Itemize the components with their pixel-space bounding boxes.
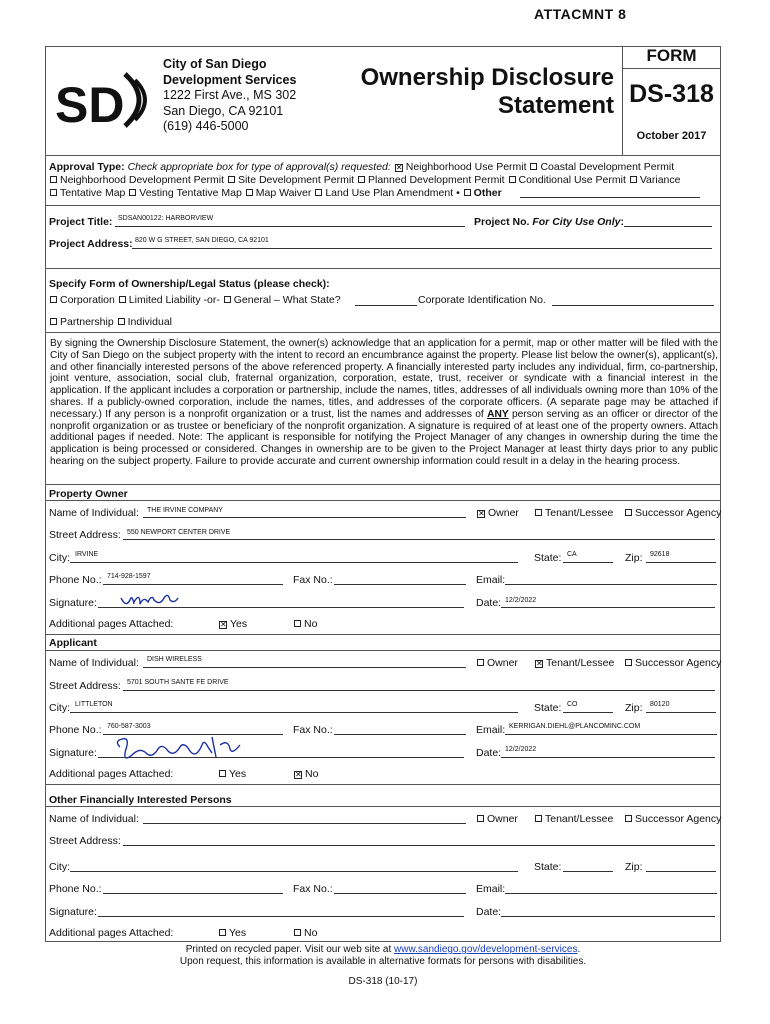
checkbox-successor[interactable] <box>625 659 632 666</box>
other-state-input[interactable] <box>563 871 613 872</box>
pages-no: No <box>293 927 317 940</box>
checkbox-partnership[interactable] <box>50 318 57 325</box>
email-label: Email: <box>476 574 506 586</box>
option-label: Partnership <box>60 316 114 328</box>
applicant-name-input[interactable] <box>143 667 466 668</box>
city-logo <box>55 70 155 135</box>
owner-phone-input[interactable] <box>103 584 283 585</box>
checkbox-neighborhood-development-permit[interactable] <box>50 176 57 183</box>
approval-row3: Tentative Map Vesting Tentative Map Map Waiver Land Use Plan Amendment • Other <box>49 187 502 200</box>
approval-row1 <box>49 161 674 174</box>
applicant-phone-value: 760-587-3003 <box>107 723 151 730</box>
checkbox-land-use-plan-amendment[interactable] <box>315 189 322 196</box>
option-label: Other <box>473 187 502 199</box>
option-label: Tentative Map <box>60 187 126 199</box>
checkbox-successor[interactable] <box>625 815 632 822</box>
checkbox-neighborhood-use-permit[interactable]: ✕ <box>395 163 403 172</box>
applicant-street-value: 5701 SOUTH SANTE FE DRIVE <box>127 679 229 686</box>
role-options: ✕ Owner <box>478 507 519 519</box>
corp-id-input[interactable] <box>552 305 714 306</box>
role-options: Tenant/Lessee <box>534 507 613 520</box>
other-fax-input[interactable] <box>334 893 466 894</box>
role-options: Owner <box>476 813 518 826</box>
applicant-signature-image <box>112 733 252 767</box>
phone-label: Phone No.: <box>49 883 102 895</box>
option-label: Conditional Use Permit <box>518 174 626 186</box>
owner-signature-image <box>118 590 180 612</box>
email-label: Email: <box>476 883 506 895</box>
divider <box>45 634 721 635</box>
checkbox-variance[interactable] <box>630 176 637 183</box>
applicant-state-value: CO <box>567 701 578 708</box>
name-label: Name of Individual: <box>49 657 139 669</box>
city-label: City: <box>49 861 70 873</box>
org-address1: 1222 First Ave., MS 302 <box>163 88 297 102</box>
pages-yes: Yes <box>218 768 246 781</box>
other-city-input[interactable] <box>70 871 518 872</box>
checkbox-tentative-map[interactable] <box>50 189 57 196</box>
other-signature-input[interactable] <box>98 916 464 917</box>
date-label: Date: <box>476 906 502 918</box>
footer-line2: Upon request, this information is available in alternative formats for persons with disabilities. <box>179 956 587 967</box>
other-input[interactable] <box>520 197 700 198</box>
pages-yes: Yes <box>218 927 246 940</box>
owner-state-input[interactable] <box>563 562 613 563</box>
other-name-input[interactable] <box>143 823 466 824</box>
other-phone-input[interactable] <box>103 893 283 894</box>
corp-id-label: Corporate Identification No. <box>418 294 546 306</box>
org-block <box>163 57 296 135</box>
project-title-input[interactable] <box>115 226 465 227</box>
zip-label: Zip: <box>625 861 643 873</box>
option-label: Land Use Plan Amendment <box>325 187 454 199</box>
role-options: Tenant/Lessee <box>534 813 613 826</box>
checkbox-pages-yes[interactable]: ✕ <box>220 620 227 629</box>
checkbox-tenant[interactable] <box>535 509 542 516</box>
owner-street-value: 550 NEWPORT CENTER DRIVE <box>127 529 231 536</box>
owner-name-value: THE IRVINE COMPANY <box>147 507 223 514</box>
applicant-zip-input[interactable] <box>646 712 716 713</box>
title-line2: Statement <box>497 92 614 119</box>
applicant-date-input[interactable] <box>501 757 715 758</box>
checkbox-pages-yes[interactable] <box>219 929 226 936</box>
role-options: Successor Agency <box>624 813 721 826</box>
divider <box>45 806 721 807</box>
pages-no: No <box>293 618 317 631</box>
pages-label: Additional pages Attached: <box>49 768 174 780</box>
project-address-value: 820 W G STREET, SAN DIEGO, CA 92101 <box>135 237 269 244</box>
checkbox-coastal-development-permit[interactable] <box>530 163 537 170</box>
divider <box>45 332 721 333</box>
checkbox-pages-no[interactable] <box>294 620 301 627</box>
zip-label: Zip: <box>625 702 643 714</box>
name-label: Name of Individual: <box>49 813 139 825</box>
website-link[interactable]: www.sandiego.gov/development-services <box>394 944 578 955</box>
title-line1: Ownership Disclosure <box>360 64 614 91</box>
role-options: Successor Agency <box>624 657 721 670</box>
form-code: DS-318 (10-17) <box>348 976 418 987</box>
fax-label: Fax No.: <box>293 574 333 586</box>
applicant-email-value: KERRIGAN.DIEHL@PLANCOMINC.COM <box>509 723 641 730</box>
other-email-input[interactable] <box>505 893 717 894</box>
owner-date-value: 12/2/2022 <box>505 597 537 604</box>
state-label: State: <box>534 861 562 873</box>
logo-text: SD <box>55 77 125 130</box>
footer-line1: Printed on recycled paper. Visit our web site at www.sandiego.gov/development-services. <box>185 944 581 955</box>
org-dept: Development Services <box>163 72 297 87</box>
owner-state-value: CA <box>567 551 577 558</box>
divider <box>45 268 721 269</box>
street-label: Street Address: <box>49 835 121 847</box>
owner-name-input[interactable] <box>143 517 466 518</box>
project-title-label: Project Title: <box>49 216 113 228</box>
date-label: Date: <box>476 747 502 759</box>
state-label: State: <box>534 552 562 564</box>
applicant-zip-value: 80120 <box>650 701 670 708</box>
date-label: Date: <box>476 597 502 609</box>
option-label: Variance <box>639 174 681 186</box>
org-address2: San Diego, CA 92101 <box>163 103 284 118</box>
owner-city-value: IRVINE <box>75 551 99 558</box>
org-name: City of San Diego <box>163 57 267 71</box>
divider <box>45 784 721 785</box>
form-title <box>318 64 614 120</box>
street-label: Street Address: <box>49 529 121 541</box>
ownership-row1 <box>49 294 341 307</box>
option-label: Individual <box>127 316 172 328</box>
signature-label: Signature: <box>49 906 97 918</box>
role-options: Owner <box>476 657 518 670</box>
pages-no: ✕ No <box>295 768 319 780</box>
option-label: Planned Development Permit <box>368 174 505 186</box>
project-number-input[interactable] <box>624 226 712 227</box>
option-label: Neighborhood Development Permit <box>60 174 225 186</box>
role-options: Successor Agency <box>624 507 721 520</box>
attachment-label: ATTACMNT 8 <box>534 6 627 22</box>
ownership-row2 <box>49 316 172 329</box>
signature-label: Signature: <box>49 747 97 759</box>
project-number-label: Project No. For City Use Only: <box>474 216 624 228</box>
project-address-label: Project Address: <box>49 238 133 250</box>
applicant-street-input[interactable] <box>123 690 715 691</box>
owner-street-input[interactable] <box>123 539 715 540</box>
approval-instruction: Check appropriate box for type of approval(s) requested: <box>127 161 391 173</box>
applicant-name-value: DISH WIRELESS <box>147 656 202 663</box>
checkbox-vesting-tentative-map[interactable] <box>129 189 136 196</box>
pages-label: Additional pages Attached: <box>49 927 174 939</box>
checkbox-successor[interactable] <box>625 509 632 516</box>
owner-zip-value: 92618 <box>650 551 670 558</box>
state-label: State: <box>534 702 562 714</box>
checkbox-owner[interactable] <box>477 815 484 822</box>
owner-city-input[interactable] <box>70 562 518 563</box>
phone-label: Phone No.: <box>49 574 102 586</box>
zip-label: Zip: <box>625 552 643 564</box>
checkbox-corporation[interactable] <box>50 296 57 303</box>
divider <box>45 650 721 651</box>
applicant-date-value: 12/2/2022 <box>505 746 537 753</box>
owner-phone-value: 714-928-1597 <box>107 573 151 580</box>
form-date: October 2017 <box>636 130 707 142</box>
other-date-input[interactable] <box>501 916 715 917</box>
city-label: City: <box>49 702 70 714</box>
checkbox-tenant[interactable]: ✕ <box>536 659 543 668</box>
phone-label: Phone No.: <box>49 724 102 736</box>
form-label: FORM <box>646 46 697 65</box>
checkbox-pages-no[interactable]: ✕ <box>295 770 302 779</box>
approval-label: Approval Type: <box>49 161 125 173</box>
option-label: Map Waiver <box>255 187 312 199</box>
checkbox-conditional-use-permit[interactable] <box>509 176 516 183</box>
project-address-input[interactable] <box>132 248 712 249</box>
name-label: Name of Individual: <box>49 507 139 519</box>
option-label: General – What State? <box>233 294 341 306</box>
applicant-fax-input[interactable] <box>334 734 466 735</box>
checkbox-pages-no[interactable] <box>294 929 301 936</box>
checkbox-owner[interactable]: ✕ <box>478 509 485 518</box>
state-input[interactable] <box>355 305 417 306</box>
owner-date-input[interactable] <box>501 607 715 608</box>
checkbox-map-waiver[interactable] <box>246 189 253 196</box>
option-label: Site Development Permit <box>237 174 355 186</box>
option-label: Limited Liability -or- <box>128 294 220 306</box>
checkbox-other[interactable] <box>464 189 471 196</box>
option-label: Vesting Tentative Map <box>139 187 242 199</box>
section-heading: Property Owner <box>49 488 128 500</box>
divider <box>45 205 721 206</box>
checkbox-planned-development-permit[interactable] <box>358 176 365 183</box>
street-label: Street Address: <box>49 680 121 692</box>
owner-fax-input[interactable] <box>334 584 466 585</box>
applicant-email-input[interactable] <box>505 734 717 735</box>
applicant-city-value: LITTLETON <box>75 701 113 708</box>
signature-label: Signature: <box>49 597 97 609</box>
checkbox-individual[interactable] <box>118 318 125 325</box>
checkbox-owner[interactable] <box>477 659 484 666</box>
org-phone: (619) 446-5000 <box>163 119 249 133</box>
owner-email-input[interactable] <box>505 584 717 585</box>
checkbox-site-development-permit[interactable] <box>228 176 235 183</box>
other-street-input[interactable] <box>123 845 715 846</box>
project-title-value: SDSAN00122: HARBORVIEW <box>118 215 214 222</box>
fax-label: Fax No.: <box>293 883 333 895</box>
checkbox-llc[interactable] <box>119 296 126 303</box>
section-heading: Other Financially Interested Persons <box>49 794 232 806</box>
section-heading: Applicant <box>49 637 97 649</box>
city-label: City: <box>49 552 70 564</box>
checkbox-tenant[interactable] <box>535 815 542 822</box>
owner-zip-input[interactable] <box>646 562 716 563</box>
pages-label: Additional pages Attached: <box>49 618 174 630</box>
pages-yes: ✕ Yes <box>220 618 248 630</box>
form-label-divider <box>622 68 721 69</box>
divider <box>45 484 721 485</box>
other-zip-input[interactable] <box>646 871 716 872</box>
form-number: DS-318 <box>629 80 714 108</box>
checkbox-pages-yes[interactable] <box>219 770 226 777</box>
applicant-city-input[interactable] <box>70 712 518 713</box>
ownership-heading: Specify Form of Ownership/Legal Status (please check): <box>49 278 330 290</box>
role-options: ✕ Tenant/Lessee <box>536 657 615 669</box>
option-label: Coastal Development Permit <box>540 161 675 173</box>
disclosure-statement: By signing the Ownership Disclosure Statement, the owner(s) acknowledge that an application for a permit, map or other matter will be filed with the City of San Diego on the subject property with the intent to record an encumbrance against the property. Please list below the owner(s), applicant(s), and other financially interested persons of the above referenced property. A financially interested party includes any individual, firm, co-partnership, joint venture, association, social club, fraternal organization, corporation, estate, trust, receiver or syndicate with a financial interest in the application. If the applicant includes a corporation or partnership, include the names, titles, addresses of all individuals owning more than 10% of the shares. If a publicly-owned corporation, include the names, titles, and addresses of the corporate officers. (A separate page may be attached if necessary.) If any person is a nonprofit organization or a trust, list the names and addresses of ANY person serving as an officer or director of the nonprofit organization or as trustee or beneficiary of the nonprofit organization. A signature is required of at least one of the property owners. Attach additional pages if needed. Note: The applicant is responsible for notifying the Project Manager of any changes in ownership during the time the application is being processed or considered. Changes in ownership are to be given to the Project Manager at least thirty days prior to any public hearing on the subject property. Failure to provide accurate and current ownership information could result in a delay in the hearing process. <box>50 338 718 467</box>
option-label: Corporation <box>60 294 115 306</box>
email-label: Email: <box>476 724 506 736</box>
applicant-state-input[interactable] <box>563 712 613 713</box>
fax-label: Fax No.: <box>293 724 333 736</box>
option-label: Neighborhood Use Permit <box>405 161 527 173</box>
approval-row2 <box>49 174 680 187</box>
checkbox-general[interactable] <box>224 296 231 303</box>
divider <box>45 500 721 501</box>
